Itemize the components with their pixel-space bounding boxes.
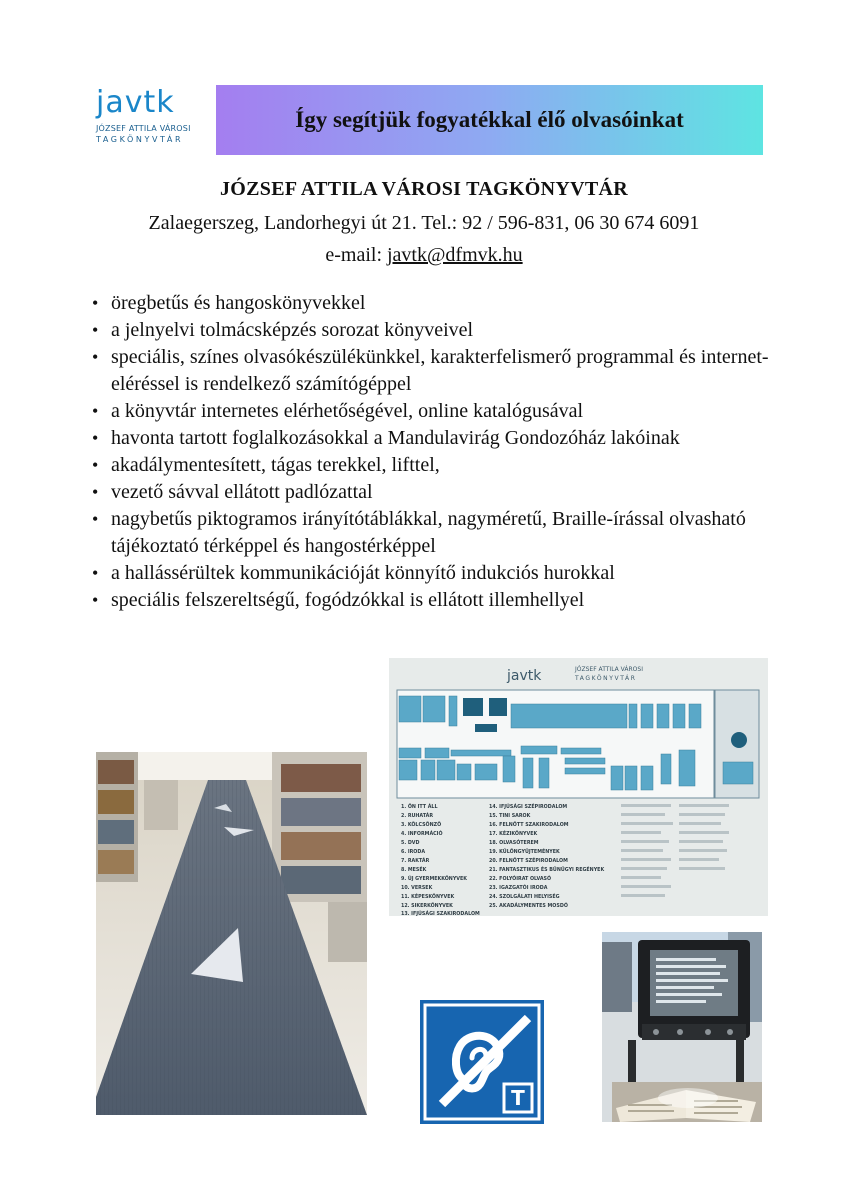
map-legend-item: 10. VERSEK [401,886,433,891]
hearing-loop-sign [420,1000,544,1124]
map-legend-item: 3. KÖLCSÖNZŐ [401,823,442,828]
map-line-2: TAGKÖNYVTÁR [575,675,637,682]
map-legend-item: 14. IFJÚSÁGI SZÉPIRODALOM [489,805,568,810]
service-item: • a jelnyelvi tolmácsképzés sorozat könyveivel [90,317,770,344]
services-list [90,290,770,614]
institution-name: JÓZSEF ATTILA VÁROSI TAGKÖNYVTÁR [219,178,629,200]
banner-title: Így segítjük fogyatékkal élő olvasóinkat [295,107,684,132]
service-item: • a könyvtár internetes elérhetőségével, online katalógusával [90,398,770,425]
service-item: • akadálymentesített, tágas terekkel, lifttel, [90,452,770,479]
map-legend-item: 20. FELNŐTT SZÉPIRODALOM [489,859,568,864]
map-legend-item: 1. ÖN ITT ÁLL [401,805,438,810]
logo-line-2: TAGKÖNYVTÁR [96,135,184,144]
logo-wordmark: javtk [96,85,175,120]
service-item: • nagybetűs piktogramos irányítótáblákkal, nagyméretű, Braille-írással olvasható tájékoztató térképpel és hangostérképpel [90,506,770,560]
map-legend-item: 16. FELNŐTT SZAKIRODALOM [489,823,569,828]
service-item: • speciális felszereltségű, fogódzókkal is ellátott illemhellyel [90,587,770,614]
map-legend-item: 13. IFJÚSÁGI SZAKIRODALOM [401,912,480,916]
institution-email-line [0,244,848,267]
tactile-map-photo [389,658,768,916]
map-legend-item: 21. FANTASZTIKUS ÉS BŰNÜGYI REGÉNYEK [489,868,605,873]
map-legend-item: 18. OLVASÓTEREM [489,841,539,846]
map-legend-item: 4. INFORMÁCIÓ [401,832,443,837]
map-board-illustration [389,658,768,916]
floor-illustration [96,752,367,1115]
institution-address: Zalaegerszeg, Landorhegyi út 21. Tel.: 92 / 596-831, 06 30 674 6091 [148,212,700,234]
service-item: • öregbetűs és hangoskönyvekkel [90,290,770,317]
map-legend-item: 7. RAKTÁR [401,859,430,864]
title-banner [216,85,763,155]
map-legend-item: 9. ÚJ GYERMEKKÖNYVEK [401,877,467,882]
guide-strip-floor-photo [96,752,367,1115]
logo-line-1: JÓZSEF ATTILA VÁROSI [96,124,191,133]
map-legend-item: 22. FOLYÓIRAT OLVASÓ [489,877,552,882]
map-legend-item: 24. SZOLGÁLATI HELYISÉG [489,895,560,900]
map-legend-item: 5. DVD [401,841,420,846]
map-legend-item: 8. MESÉK [401,868,427,873]
service-item: • speciális, színes olvasókészülékünkkel, karakterfelismerő programmal és internet-eléréssel is rendelkező számítógéppel [90,344,770,398]
service-item: • a hallássérültek kommunikációját könnyítő indukciós hurokkal [90,560,770,587]
hearing-loop-icon [420,1000,544,1124]
map-legend-item: 6. IRODA [401,850,426,855]
map-legend-item: 15. TINI SAROK [489,814,531,819]
reading-magnifier-photo [602,932,762,1122]
cctv-illustration [602,932,762,1122]
map-legend-item: 12. SIKERKÖNYVEK [401,904,453,909]
map-legend-item: 2. RUHATÁR [401,814,434,819]
email-label: e-mail: [325,244,387,266]
service-item: • havonta tartott foglalkozásokkal a Mandulavirág Gondozóház lakóinak [90,425,770,452]
map-legend-item: 23. IGAZGATÓI IRODA [489,886,548,891]
map-line-1: JÓZSEF ATTILA VÁROSI [575,666,643,673]
map-legend-item: 19. KÜLÖNGYŰJTEMÉNYEK [489,850,560,855]
map-legend-item: 11. KÉPESKÖNYVEK [401,895,455,900]
map-wordmark: javtk [507,668,542,684]
library-logo [96,85,208,150]
service-item: • vezető sávval ellátott padlózattal [90,479,770,506]
loop-sign-letter: T [511,1086,525,1110]
email-link[interactable]: javtk@dfmvk.hu [387,244,523,266]
map-legend-item: 17. KÉZIKÖNYVEK [489,832,538,837]
map-legend-item: 25. AKADÁLYMENTES MOSDÓ [489,904,568,909]
